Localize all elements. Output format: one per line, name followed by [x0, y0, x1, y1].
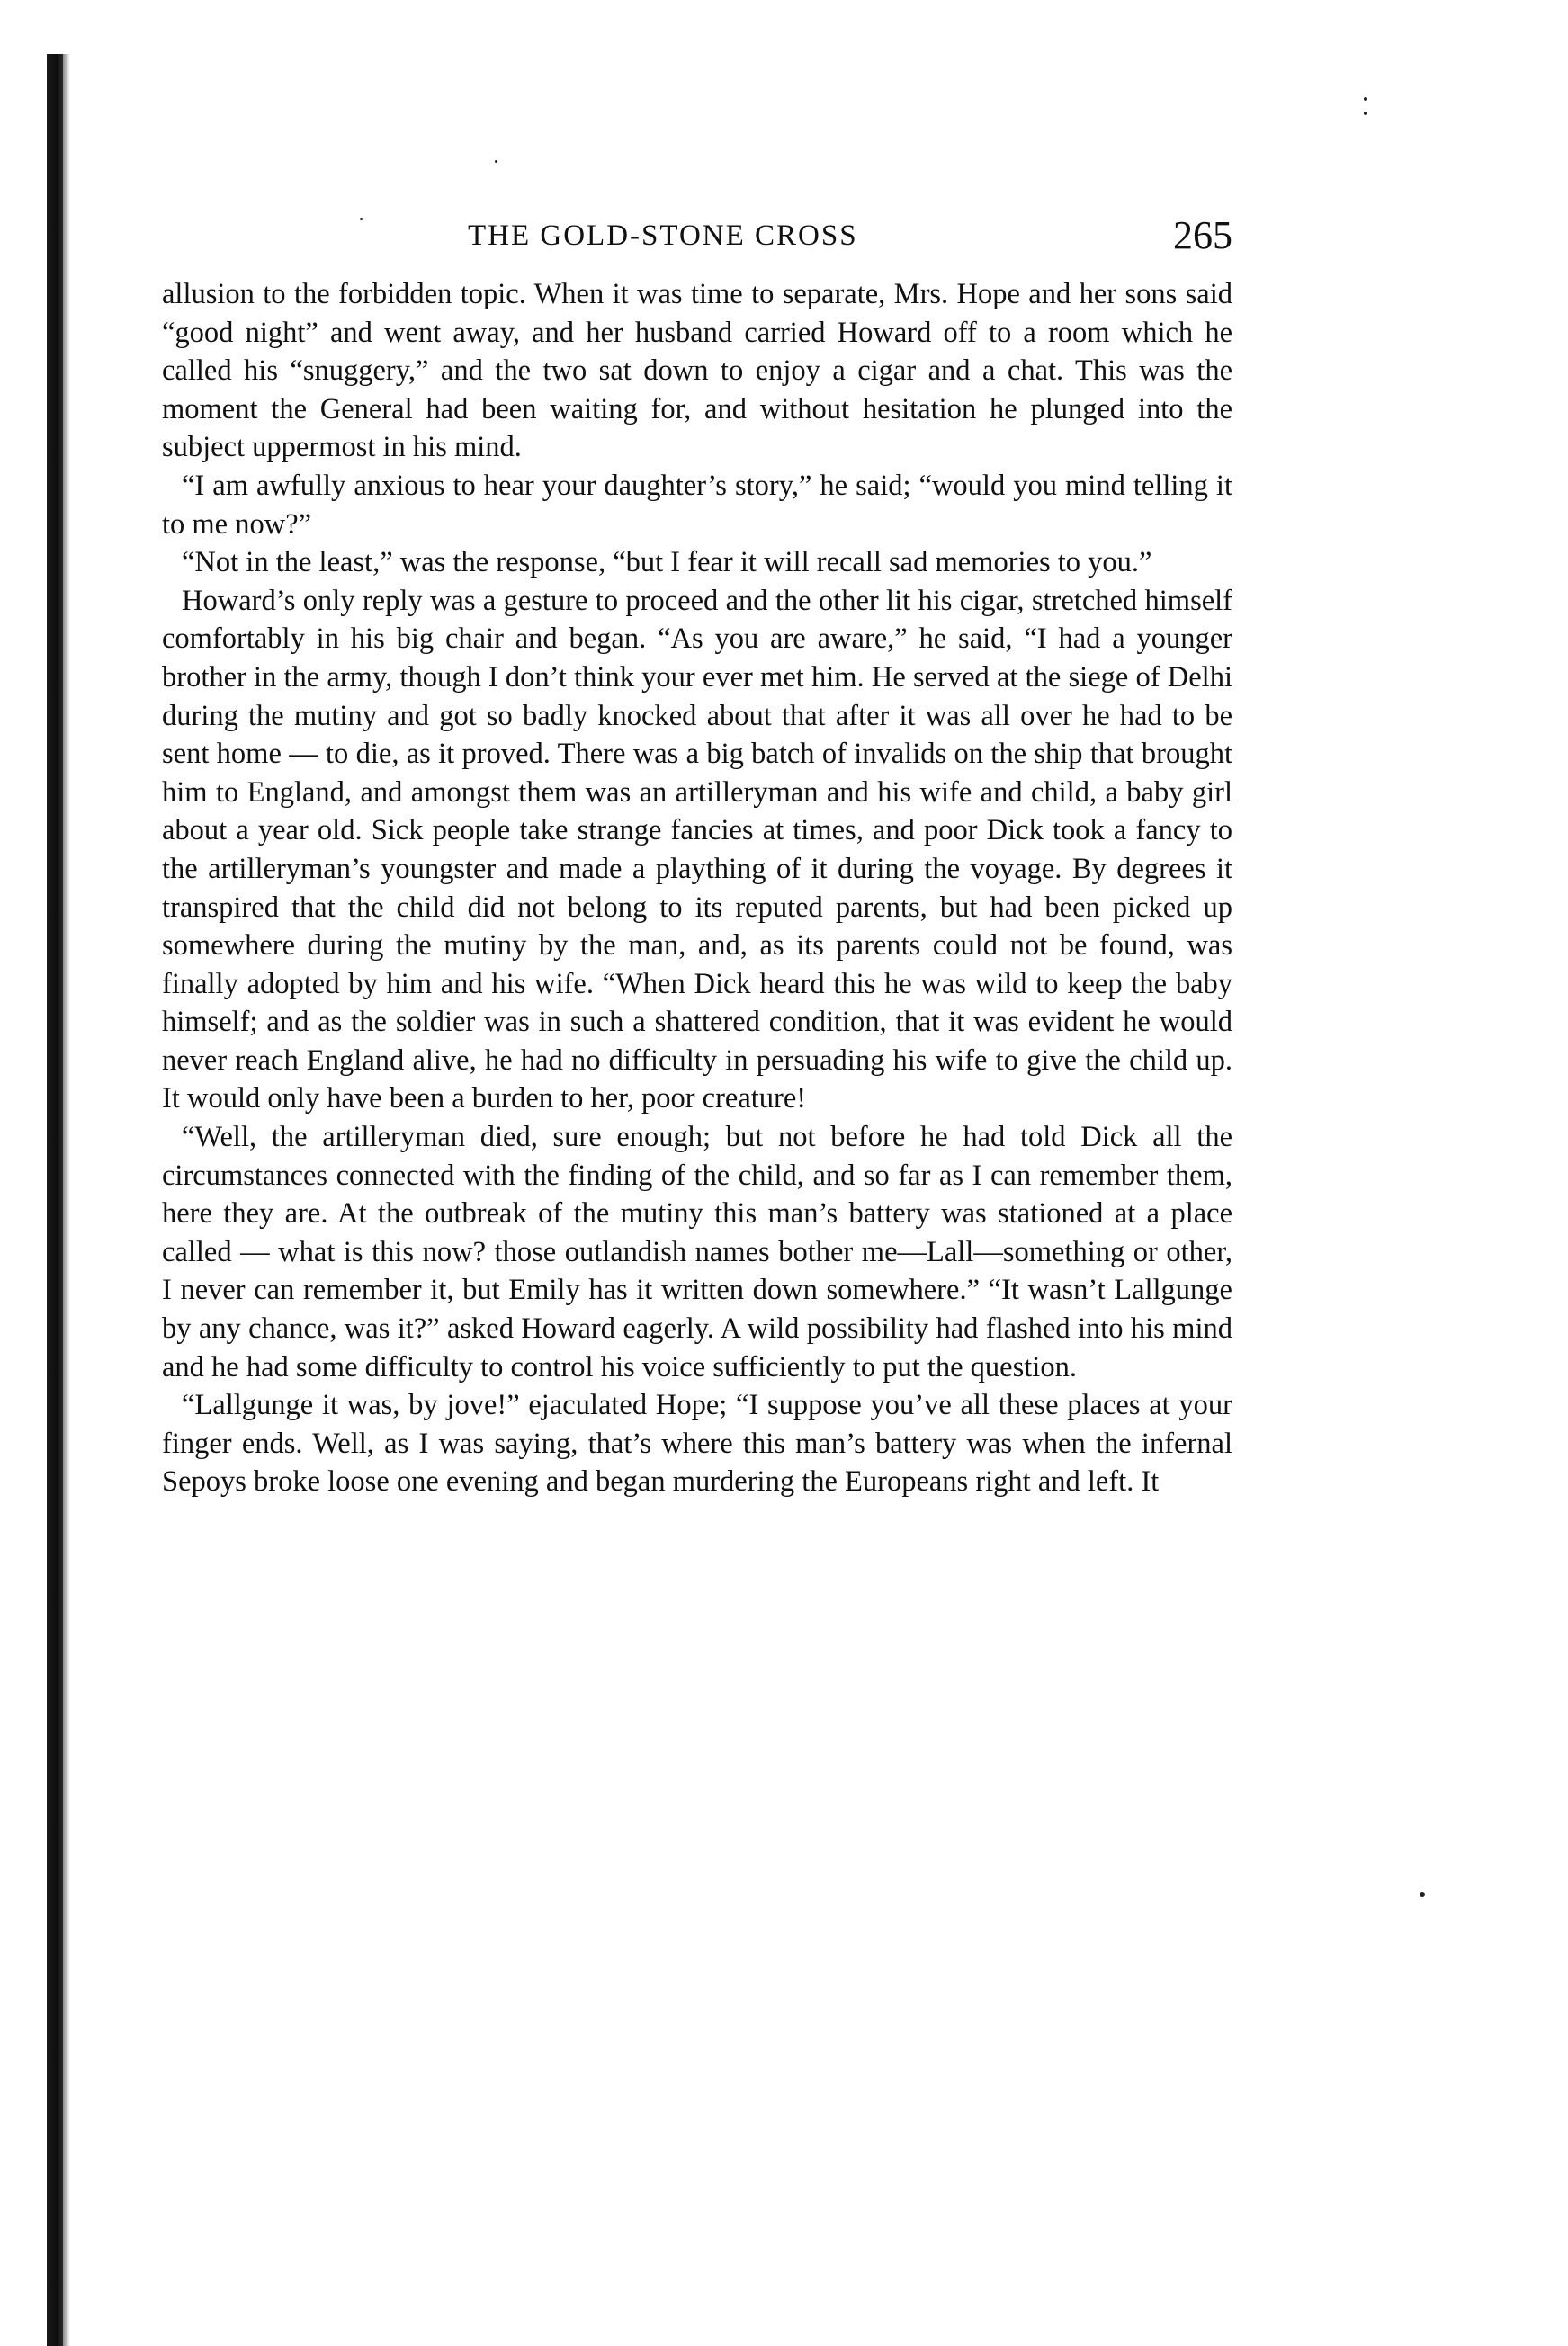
page-number: 265 — [1173, 213, 1232, 257]
body-text — [162, 275, 1232, 1501]
scan-speck — [495, 160, 497, 163]
binding-shadow — [47, 54, 63, 2346]
scan-speck — [1364, 97, 1367, 101]
paragraph: “Not in the least,” was the response, “but I fear it will recall sad memories to you.” — [182, 546, 1152, 579]
paragraph: “Lallgunge it was, by jove!” ejaculated Hope; “I suppose you’ve all these places at your finger ends. Well, as I was saying, that’s where this man’s battery was when the infernal Sepoys broke loose one evening and began murdering the Europeans right and left. It — [162, 1389, 1232, 1499]
scan-speck — [1364, 112, 1367, 115]
scan-speck — [1420, 1892, 1425, 1897]
page-header — [162, 212, 1232, 266]
paragraph: “Well, the artilleryman died, sure enough; but not before he had told Dick all the circumstances connected with the finding of the child, and so far as I can remember them, here they are. At the outbreak of the mutiny this man’s battery was stationed at a place called — what is this now? those outlandish names bother me—Lall—something or other, I never can remember it, but Emily has it written down somewhere.” “It wasn’t Lallgunge by any chance, was it?” asked Howard eagerly. A wild possibility had flashed into his mind and he had some difficulty to control his voice sufficiently to put the question. — [162, 1121, 1232, 1383]
paragraph: “I am awfully anxious to hear your daughter’s story,” he said; “would you mind telling it to me now?” — [162, 469, 1232, 541]
paragraph: Howard’s only reply was a gesture to proceed and the other lit his cigar, stretched himself comfortably in his big chair and began. “As you are aware,” he said, “I had a younger brother in the army, though I don’t think your ever met him. He served at the siege of Delhi during the mutiny and got so badly knocked about that after it was all over he had to be sent home — to die, as it proved. There was a big batch of invalids on the ship that brought him to England, and amongst them was an artilleryman and his wife and child, a baby girl about a year old. Sick people take strange fancies at times, and poor Dick took a fancy to the artilleryman’s youngster and made a plaything of it during the voyage. By degrees it transpired that the child did not belong to its reputed parents, but had been picked up somewhere during the mutiny by the man, and, as its parents could not be found, was finally adopted by him and his wife. “When Dick heard this he was wild to keep the baby himself; and as the soldier was in such a shattered condition, that it was evident he would never reach England alive, he had no difficulty in persuading his wife to give the child up. It would only have been a burden to her, poor creature! — [162, 584, 1232, 1115]
running-title: THE GOLD-STONE CROSS — [468, 219, 858, 252]
paragraph: allusion to the forbidden topic. When it was time to separate, Mrs. Hope and her sons said “good night” and went away, and her husband carried Howard off to a room which he called his “snuggery,” and the two sat down to enjoy a cigar and a chat. This was the moment the General had been waiting for, and without hesitation he plunged into the subject uppermost in his mind. — [162, 278, 1232, 464]
